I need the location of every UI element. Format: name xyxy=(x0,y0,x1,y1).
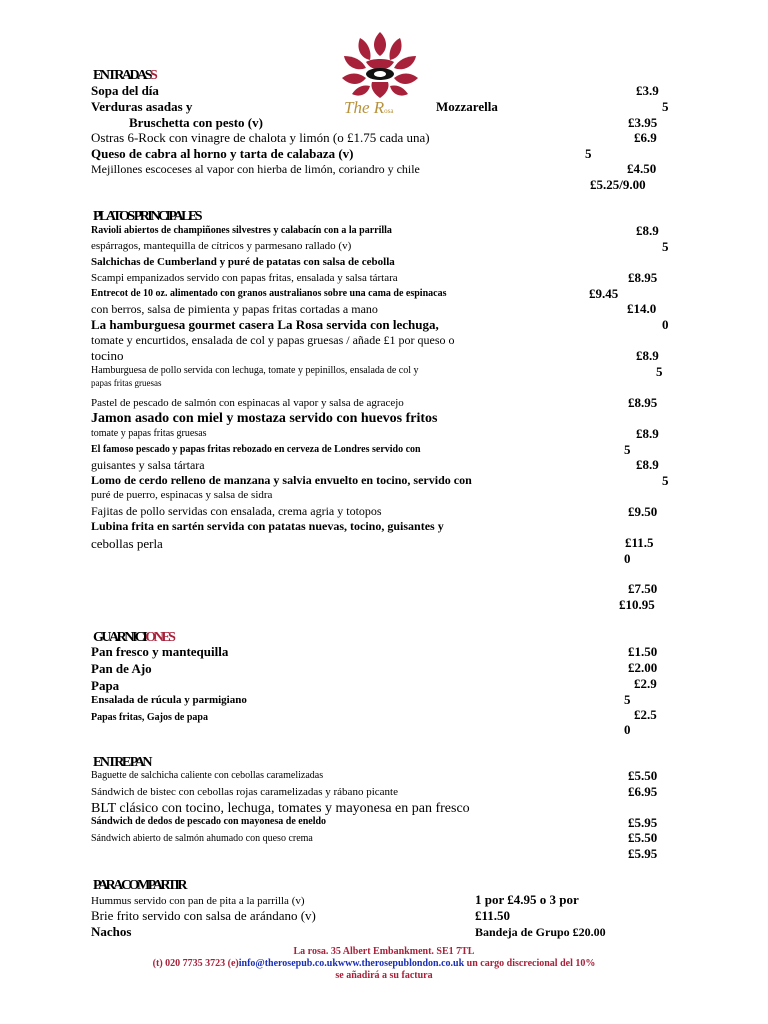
menu-item-name: Scampi empanizados servido con papas fritas, ensalada y salsa tártara xyxy=(91,272,398,284)
menu-item-price: £4.50 xyxy=(627,161,657,176)
menu-item-price: £8.9 xyxy=(636,348,659,363)
footer-phone: (t) 020 7735 3723 (e) xyxy=(152,958,239,969)
menu-item-name: Queso de cabra al horno y tarta de calabaza (v) xyxy=(91,146,354,161)
menu-item-name: Sándwich de dedos de pescado con mayonesa de eneldo xyxy=(91,816,327,827)
menu-item-price: 5 xyxy=(662,239,669,254)
rose-logo-icon xyxy=(330,28,430,136)
menu-item-price: £5.95 xyxy=(628,846,658,861)
menu-item-name: Papas fritas, Gajos de papa xyxy=(91,712,208,723)
menu-item-name: Pan fresco y mantequilla xyxy=(91,644,229,659)
menu-item-name: Fajitas de pollo servidas con ensalada, crema agria y totopos xyxy=(91,504,382,518)
menu-item-price: 5 xyxy=(585,146,592,161)
menu-item-name: Pastel de pescado de salmón con espinacas al vapor y salsa de agracejo xyxy=(91,397,404,409)
menu-item-price: 5 xyxy=(624,692,631,707)
menu-item-name: Baguette de salchicha caliente con cebollas caramelizadas xyxy=(91,770,324,781)
section-heading-principales: PLATOS PRINCIPALES xyxy=(93,209,201,224)
footer-contact xyxy=(0,958,758,969)
menu-item-price: 0 xyxy=(662,317,669,332)
menu-item-price: £8.95 xyxy=(628,395,658,410)
menu-item-price: £6.9 xyxy=(634,130,657,145)
menu-item-name: El famoso pescado y papas fritas rebozado en cerveza de Londres servido con xyxy=(91,444,421,455)
menu-item-price: £8.9 xyxy=(636,223,659,238)
menu-item-name: BLT clásico con tocino, lechuga, tomates y mayonesa en pan fresco xyxy=(91,801,470,816)
menu-item-price: 5 xyxy=(624,442,631,457)
menu-item-name: Sándwich de bistec con cebollas rojas caramelizadas y rábano picante xyxy=(91,786,398,798)
footer-website-link[interactable]: www.therosepublondon.co.uk xyxy=(337,958,465,969)
menu-item-name: Mejillones escoceses al vapor con hierba de limón, coriandro y chile xyxy=(91,162,420,176)
menu-item-price: £3.9 xyxy=(636,83,659,98)
menu-item-name: Hamburguesa de pollo servida con lechuga, tomate y pepinillos, ensalada de col y xyxy=(91,365,419,376)
menu-item-name: con berros, salsa de pimienta y papas fritas cortadas a mano xyxy=(91,302,378,316)
menu-item-name: tomate y encurtidos, ensalada de col y papas gruesas / añade £1 por queso o xyxy=(91,333,455,347)
menu-item-price: £2.00 xyxy=(628,660,658,675)
menu-item-name: Bruschetta con pesto (v) xyxy=(129,115,263,130)
menu-item-price: £8.9 xyxy=(636,426,659,441)
menu-item-price: 5 xyxy=(662,99,669,114)
menu-item-name: Pan de Ajo xyxy=(91,661,152,676)
footer-address: La rosa. 35 Albert Embankment. SE1 7TL xyxy=(293,946,475,957)
menu-item-name: Lomo de cerdo relleno de manzana y salvia envuelto en tocino, servido con xyxy=(91,473,472,487)
menu-item-price: 0 xyxy=(624,722,631,737)
menu-item-price: £8.9 xyxy=(636,457,659,472)
menu-item-price: £11.50 xyxy=(475,908,511,923)
menu-item-name: Papa xyxy=(91,678,120,693)
menu-item-name: Ensalada de rúcula y parmigiano xyxy=(91,694,247,706)
footer-service-note: un cargo discrecional del 10% xyxy=(464,958,596,969)
menu-item-price: £2.9 xyxy=(634,676,657,691)
menu-item-name: Jamon asado con miel y mostaza servido con huevos fritos xyxy=(91,411,438,426)
menu-item-name: Salchichas de Cumberland y puré de patatas con salsa de cebolla xyxy=(91,256,395,268)
menu-item-price: £6.95 xyxy=(628,784,658,799)
menu-item-name: tomate y papas fritas gruesas xyxy=(91,428,207,439)
menu-item-name: Nachos xyxy=(91,924,132,939)
menu-item-name: Sopa del día xyxy=(91,83,159,98)
section-heading-guarniciones: GUARNICIONES xyxy=(93,630,174,645)
menu-item-price: £5.50 xyxy=(628,830,658,845)
menu-item-price: £7.50 xyxy=(628,581,658,596)
menu-item-price: 0 xyxy=(624,551,631,566)
menu-item-name: Verduras asadas y xyxy=(91,99,193,114)
menu-item-name: Lubina frita en sartén servida con patatas nuevas, tocino, guisantes y xyxy=(91,519,444,533)
menu-item-name: Sándwich abierto de salmón ahumado con queso crema xyxy=(91,833,313,844)
section-heading-compartir: PARA COMPARTIR xyxy=(93,878,185,893)
menu-item-name: cebollas perla xyxy=(91,536,163,551)
menu-item-name: espárragos, mantequilla de cítricos y parmesano rallado (v) xyxy=(91,240,352,252)
menu-item-price: £1.50 xyxy=(628,644,658,659)
menu-item-price: £10.95 xyxy=(619,597,655,612)
logo-text: The Rosa xyxy=(344,98,394,117)
menu-item-price: £5.25/9.00 xyxy=(590,177,646,192)
footer-service-note-2: se añadirá a su factura xyxy=(335,970,433,981)
menu-item-name: tocino xyxy=(91,348,124,363)
menu-item-price: 5 xyxy=(662,473,669,488)
menu-item-price: £2.5 xyxy=(634,707,657,722)
section-heading-entrepan: ENTRE PAN xyxy=(93,755,150,770)
menu-item-name: Brie frito servido con salsa de arándano (v) xyxy=(91,908,316,923)
menu-item-price: £8.95 xyxy=(628,270,658,285)
menu-item-name: Ravioli abiertos de champiñones silvestres y calabacín con a la parrilla xyxy=(91,225,392,236)
menu-item-price: £14.0 xyxy=(627,301,657,316)
menu-item-price: £5.50 xyxy=(628,768,658,783)
menu-item-price: £11.5 xyxy=(625,535,654,550)
menu-item-price: £9.50 xyxy=(628,504,658,519)
menu-item-name: puré de puerro, espinacas y salsa de sidra xyxy=(91,489,273,501)
menu-item-name: Mozzarella xyxy=(436,99,498,114)
menu-item-price: £3.95 xyxy=(628,115,658,130)
menu-item-name: Entrecot de 10 oz. alimentado con granos australianos sobre una cama de espinacas xyxy=(91,288,447,299)
menu-item-name: La hamburguesa gourmet casera La Rosa servida con lechuga, xyxy=(91,317,439,332)
menu-item-price: 1 por £4.95 o 3 por xyxy=(475,892,579,907)
menu-item-price: Bandeja de Grupo £20.00 xyxy=(475,925,606,939)
section-heading-entradas: ENTRADASS xyxy=(93,68,156,83)
menu-item-name: Hummus servido con pan de pita a la parrilla (v) xyxy=(91,895,305,907)
menu-item-name: papas fritas gruesas xyxy=(91,378,162,388)
menu-item-price: 5 xyxy=(656,364,663,379)
menu-item-price: £5.95 xyxy=(628,815,658,830)
menu-item-price: £9.45 xyxy=(589,286,619,301)
footer-email-link[interactable]: info@therosepub.co.uk xyxy=(238,958,338,969)
menu-item-name: guisantes y salsa tártara xyxy=(91,458,205,472)
menu-item-name: Ostras 6-Rock con vinagre de chalota y limón (o £1.75 cada una) xyxy=(91,130,430,145)
